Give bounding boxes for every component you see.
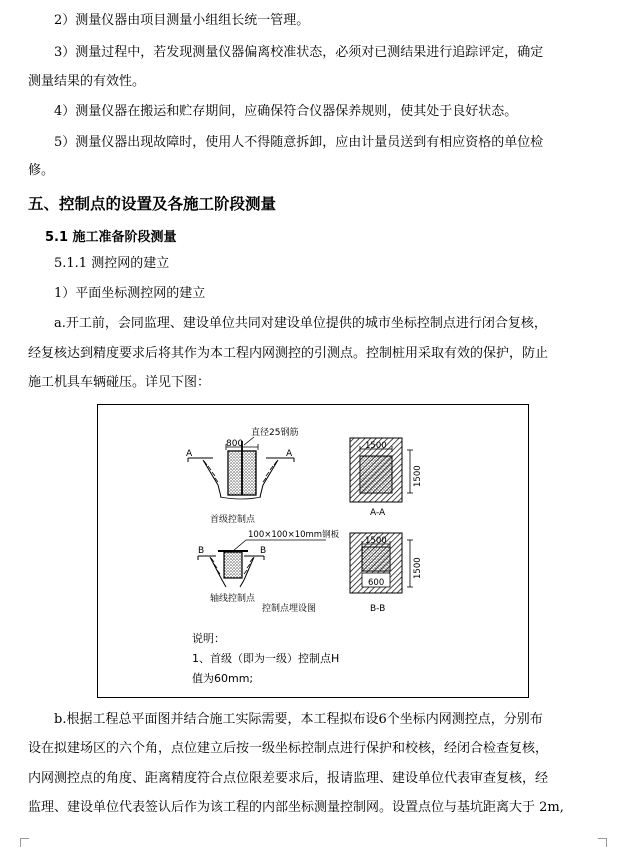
steel-plate-label: 100×100×10mm钢板 — [248, 530, 340, 540]
paragraph-3-line-2: 测量结果的有效性。 — [28, 74, 146, 89]
first-level-point-label: 首级控制点 — [210, 515, 256, 525]
paragraph-a-line-3: 施工机具车辆碰压。详见下图： — [28, 375, 211, 390]
subsection-item-1: 1）平面坐标测控网的建立 — [54, 286, 206, 301]
bb-top-dimension: 1500 — [365, 536, 387, 546]
bb-side-dimension: 1500 — [413, 557, 423, 579]
section-heading: 五、控制点的设置及各施工阶段测量 — [28, 195, 277, 213]
note-line-1: 1、首级（即为一级）控制点H — [192, 652, 340, 665]
aa-section-label: A-A — [370, 508, 386, 518]
control-point-diagram — [98, 405, 530, 699]
paragraph-b-line-2: 设在拟建场区的六个角，点位建立后按一级坐标控制点进行保护和校核，经闭合检查复核， — [28, 741, 549, 756]
paragraph-b-line-3: 内网测控点的角度、距离精度符合点位限差要求后，报请监理、建设单位代表审查复核，经 — [28, 771, 549, 786]
rebar-label: 直径25钢筋 — [251, 428, 299, 438]
bb-section-label: B-B — [370, 604, 386, 614]
section-b-left-marker: B — [198, 546, 205, 556]
paragraph-b-line-4: 监理、建设单位代表签认后作为该工程的内部坐标测量控制网。设置点位与基坑距离大于 2m, — [28, 800, 564, 815]
paragraph-a-line-2: 经复核达到精度要求后将其作为本工程内网测控的引测点。控制桩用采取有效的保护，防止 — [28, 346, 549, 361]
paragraph-5-line-1: 5）测量仪器出现故障时，使用人不得随意拆卸，应由计量员送到有相应资格的单位检 — [54, 135, 544, 150]
crop-mark-bottom-right — [598, 838, 607, 847]
section-a-right-marker: A — [286, 449, 293, 459]
section-a-left-marker: A — [186, 449, 193, 459]
burial-diagram-label: 控制点埋设图 — [262, 604, 317, 614]
subsection-5-1-1: 5.1.1 测控网的建立 — [54, 256, 170, 271]
note-line-2: 值为60mm; — [192, 672, 254, 685]
control-point-figure — [97, 404, 529, 698]
dimension-800: 800 — [226, 439, 244, 449]
subsection-heading: 5.1 施工准备阶段测量 — [45, 230, 177, 245]
dimension-600: 600 — [368, 578, 385, 588]
aa-top-dimension: 1500 — [365, 441, 387, 451]
crop-mark-bottom-left — [20, 838, 29, 847]
paragraph-b-line-1: b.根据工程总平面图并结合施工实际需要，本工程拟布设6个坐标内网测控点，分别布 — [54, 712, 543, 727]
axis-point-label: 轴线控制点 — [210, 594, 256, 604]
aa-side-dimension: 1500 — [413, 465, 423, 487]
paragraph-3-line-1: 3）测量过程中，若发现测量仪器偏离校准状态，必须对已测结果进行追踪评定，确定 — [54, 45, 544, 60]
note-title: 说明： — [192, 632, 225, 645]
paragraph-4: 4）测量仪器在搬运和贮存期间，应确保符合仪器保养规则，使其处于良好状态。 — [54, 104, 518, 119]
paragraph-a-line-1: a.开工前，会同监理、建设单位共同对建设单位提供的城市坐标控制点进行闭合复核， — [54, 316, 547, 331]
paragraph-2: 2）测量仪器由项目测量小组组长统一管理。 — [54, 13, 310, 28]
paragraph-5-line-2: 修。 — [28, 163, 55, 178]
section-b-right-marker: B — [260, 546, 267, 556]
